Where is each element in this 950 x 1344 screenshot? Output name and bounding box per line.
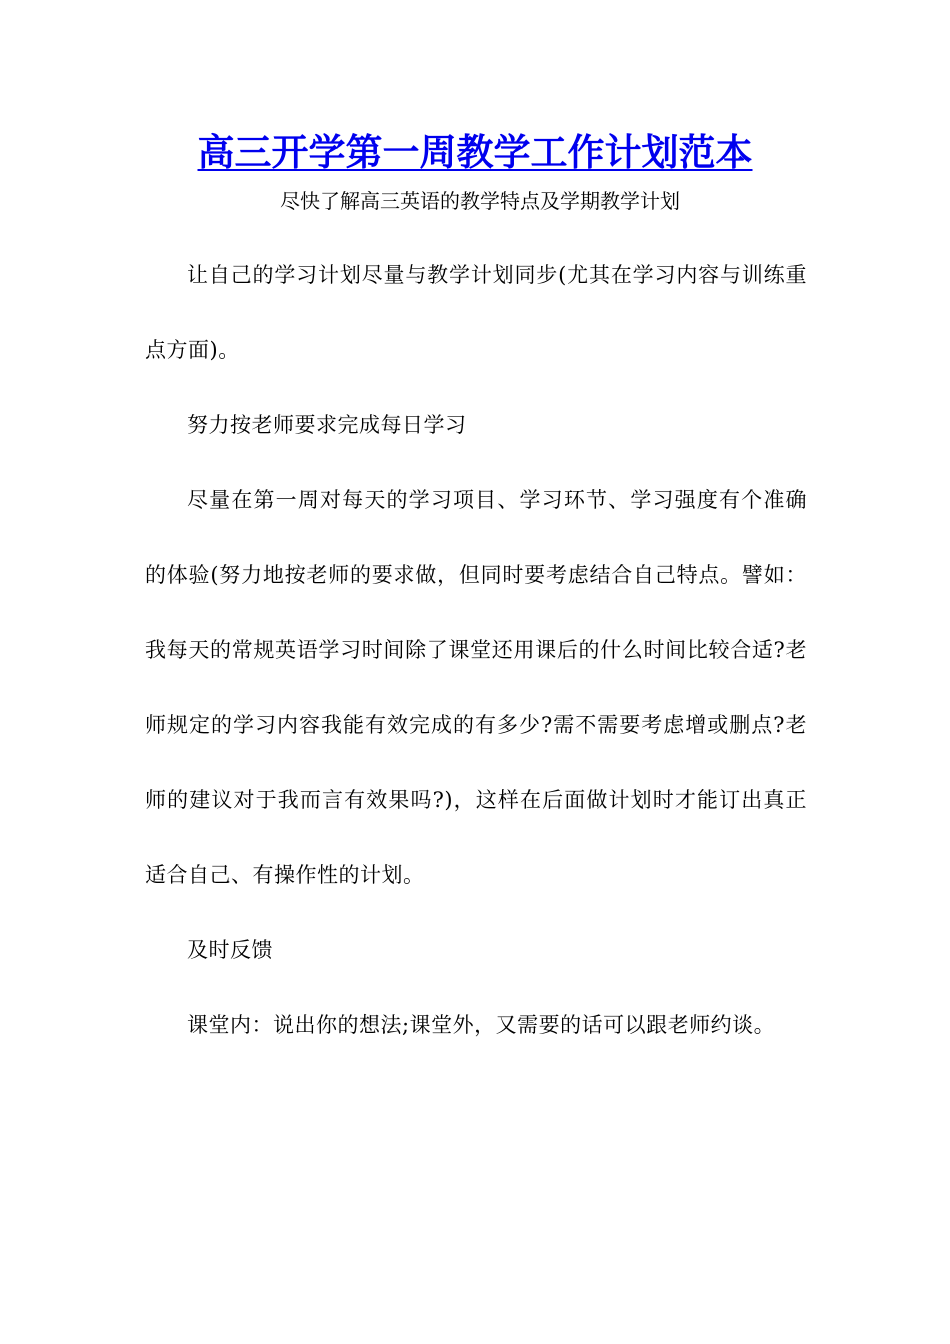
paragraph-daily-study-heading: 努力按老师要求完成每日学习 — [187, 413, 467, 437]
paragraph-feedback-detail: 课堂内：说出你的想法;课堂外，又需要的话可以跟老师约谈。 — [187, 1013, 776, 1037]
document-title — [0, 122, 950, 182]
title-link[interactable]: 高三开学第一周教学工作计划范本 — [197, 130, 753, 174]
document-body — [145, 238, 807, 1063]
document-subtitle: 尽快了解高三英语的教学特点及学期教学计划 — [280, 189, 680, 213]
paragraph-first-week-experience: 尽量在第一周对每天的学习项目、学习环节、学习强度有个准确的体验(努力地按老师的要求做，但同时要考虑结合自己特点。譬如：我每天的常规英语学习时间除了课堂还用课后的什么时间比较合适?老师规定的学习内容我能有效完成的有多少?需不需要考虑增或删点?老师的建议对于我而言有效果吗?)，这样在后面做计划时才能订出真正适合自己、有操作性的计划。 — [145, 488, 807, 887]
paragraph-study-plan-sync: 让自己的学习计划尽量与教学计划同步(尤其在学习内容与训练重点方面)。 — [145, 263, 807, 362]
paragraph-feedback-heading: 及时反馈 — [187, 938, 273, 962]
